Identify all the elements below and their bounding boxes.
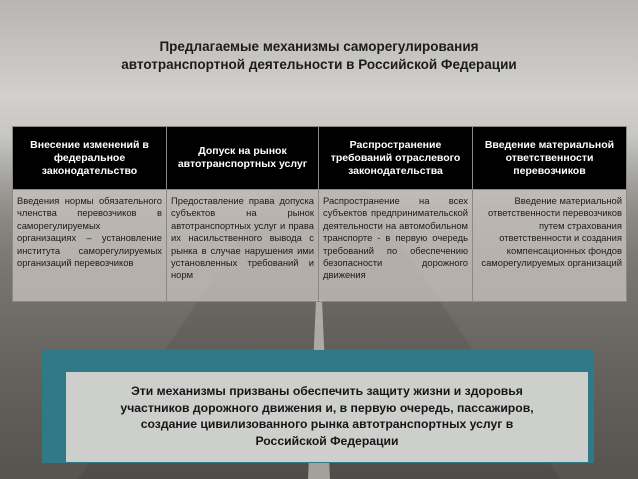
conclusion-line-2: участников дорожного движения и, в первую очередь, пассажиров, (120, 400, 534, 415)
conclusion-line-4: Российской Федерации (255, 433, 399, 448)
title-line-2: автотранспортной деятельности в Российской Федерации (121, 57, 517, 72)
cell-requirements: Распространение на всех субъектов предпринимательской деятельности на автомобильном транспорте - в первую очередь требований по обеспечению безопасности дорожного движения (319, 190, 473, 302)
header-liability: Введение материальной ответственности перевозчиков (473, 127, 627, 190)
table-header-row (13, 127, 627, 190)
conclusion-text (66, 383, 588, 449)
cell-market-access: Предоставление права допуска субъектов на рынок автотранспортных услуг и права их насильственного вывода с рынка в случае нарушения ими установленных требований и норм (167, 190, 319, 302)
slide-title (40, 38, 598, 74)
header-market-access: Допуск на рынок автотранспортных услуг (167, 127, 319, 190)
table-row (13, 190, 627, 302)
header-requirements: Распространение требований отраслевого законодательства (319, 127, 473, 190)
conclusion-line-3: создание цивилизованного рынка автотранспортных услуг в (140, 417, 514, 431)
cell-legislation: Введения нормы обязательного членства перевозчиков в саморегулируемых организациях – установление института саморегулируемых организаций перевозчиков (13, 190, 167, 302)
title-line-1: Предлагаемые механизмы саморегулирования (159, 39, 479, 54)
cell-liability: Введение материальной ответственности перевозчиков путем страхования ответственности и создания компенсационных фондов саморегулируемых организаций (473, 190, 627, 302)
mechanisms-table (12, 126, 627, 302)
conclusion-line-1: Эти механизмы призваны обеспечить защиту жизни и здоровья (131, 384, 523, 398)
header-legislation: Внесение изменений в федеральное законодательство (13, 127, 167, 190)
